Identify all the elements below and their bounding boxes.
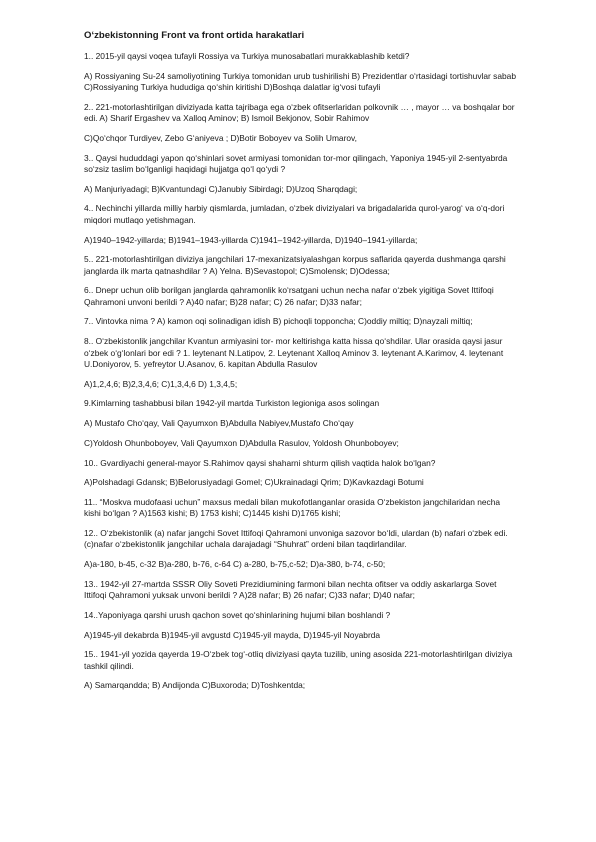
answers-9-ab: A) Mustafo Cho‘qay, Vali Qayumxon B)Abdulla Nabiyev,Mustafo Cho‘qay bbox=[84, 418, 354, 429]
question-8: 8.. O‘zbekistonlik jangchilar Kvantun armiyasini tor- mor keltirishga katta hissa qo‘shdilar. Ular orasida qaysi jasur o‘zbek o‘g‘lonlari bor edi ? 1. leytenant N.Latipov, 2. Leytenant Xalloq Aminov 3. leytenant A.Karimov, 4. leytenant U.Doniyorov, 5. yefreytor U.Asanov, 6. kapitan Abdulla Rasulov bbox=[84, 336, 504, 369]
question-5: 5.. 221-motorlashtirilgan diviziya jangchilari 17-mexanizatsiyalashgan korpus saflarida qayerda dushmanga qarshi janglarda ilk marta qatnashdilar ? A) Yelna. B)Sevastopol; C)Smolensk; D)Odessa; bbox=[84, 254, 506, 276]
answers-9-cd: C)Yoldosh Ohunboboyev, Vali Qayumxon D)Abdulla Rasulov, Yoldosh Ohunboboyev; bbox=[84, 437, 399, 448]
question-4: 4.. Nechinchi yillarda milliy harbiy qismlarda, jumladan, o‘zbek diviziyalari va brigadalarida qurol-yarog‘ va o‘q-dori miqdori mutlaqo yetishmagan. bbox=[84, 203, 505, 225]
question-15: 15.. 1941-yil yozida qayerda 19-O‘zbek tog‘-otliq diviziyasi qayta tuzilib, uning asosida 221-motorlashtirilgan diviziya tashkil qilindi. bbox=[84, 649, 513, 671]
answers-10: A)Polshadagi Gdansk; B)Belorusiyadagi Gomel; C)Ukrainadagi Qrim; D)Kavkazdagi Botumi bbox=[84, 477, 424, 488]
answers-12: A)a-180, b-45, c-32 B)a-280, b-76, c-64 C) a-280, b-75,c-52; D)a-380, b-74, c-50; bbox=[84, 559, 386, 570]
answers-2: C)Qo‘chqor Turdiyev, Zebo G‘aniyeva ; D)Botir Boboyev va Solih Umarov, bbox=[84, 132, 357, 143]
answers-8: A)1,2,4,6; B)2,3,4,6; C)1,3,4,6 D) 1,3,4,5; bbox=[84, 378, 238, 389]
question-7: 7.. Vintovka nima ? A) kamon oqi solinadigan idish B) pichoqli topponcha; C)oddiy miltiq; D)nayzali miltiq; bbox=[84, 316, 473, 327]
question-13: 13.. 1942-yil 27-martda SSSR Oliy Soveti Prezidiumining farmoni bilan nechta ofitser va oddiy askarlarga Sovet Ittifoqi Qahramoni yuksak unvoni berildi ? A)28 nafar; B) 26 nafar; C)33 nafar; D)40 nafar; bbox=[84, 578, 497, 601]
question-14: 14..Yaponiyaga qarshi urush qachon sovet qo‘shinlarining hujumi bilan boshlandi ? bbox=[84, 609, 391, 620]
answers-3: A) Manjuriyadagi; B)Kvantundagi C)Janubiy Sibirdagi; D)Uzoq Sharqdagi; bbox=[84, 183, 358, 194]
page-title: O‘zbekistonning Front va front ortida harakatlari bbox=[84, 30, 305, 41]
question-3: 3.. Qaysi hududdagi yapon qo‘shinlari sovet armiyasi tomonidan tor-mor qilingach, Yaponiya 1945-yil 2-sentyabrda so‘zsiz taslim bo‘lganligi haqidagi hujjatga qo‘l qo‘ydi ? bbox=[84, 152, 508, 175]
question-9: 9.Kimlarning tashabbusi bilan 1942-yil martda Turkiston legioniga asos solingan bbox=[84, 398, 380, 409]
question-2: 2.. 221-motorlashtirilgan diviziyada katta tajribaga ega o‘zbek ofitserlaridan polkovnik … , mayor … va boshqalar bor edi. A) Sharif Ergashev va Xalloq Aminov; B) Ismoil Bekjonov, Sobir Rahimov bbox=[84, 101, 515, 124]
question-10: 10.. Gvardiyachi general-mayor S.Rahimov qaysi shaharni shturm qilish vaqtida halok bo‘lgan? bbox=[84, 457, 436, 468]
question-11: 11.. “Moskva mudofaasi uchun” maxsus medali bilan mukofotlanganlar orasida O‘zbekiston jangchilaridan necha kishi bo‘lgan ? A)1563 kishi; B) 1753 kishi; C)1445 kishi D)1765 kishi; bbox=[84, 496, 501, 519]
answers-1: A) Rossiyaning Su-24 samoliyotining Turkiya tomonidan urub tushirilishi B) Prezidentlar o‘rtasidagi tortishuvlar sabab C)Rossiyaning Turkiya hududiga qo‘shin kiritishi D)Boshqa dalatlar ig‘vosi tufayli bbox=[84, 70, 516, 93]
answers-4: A)1940–1942-yillarda; B)1941–1943-yillarda C)1941–1942-yillarda, D)1940–1941-yillarda; bbox=[84, 234, 418, 245]
answers-15: A) Samarqandda; B) Andijonda C)Buxoroda; D)Toshkentda; bbox=[84, 680, 306, 691]
question-1: 1.. 2015-yil qaysi voqea tufayli Rossiya va Turkiya munosabatlari murakkablashib ketdi? bbox=[84, 51, 410, 61]
question-6: 6.. Dnepr uchun olib borilgan janglarda qahramonlik ko‘rsatgani uchun necha nafar o‘zbek yigitiga Sovet Ittifoqi Qahramoni unvoni berildi ? A)40 nafar; B)28 nafar; C) 26 nafar; D)33 nafar; bbox=[84, 285, 494, 307]
question-12: 12.. O‘zbekistonlik (a) nafar jangchi Sovet Ittifoqi Qahramoni unvoniga sazovor bo‘ldi, ulardan (b) nafari o‘zbek edi. (c)nafar o‘zbekistonlik jangchilar uchala darajadagi “Shuhrat” ordeni bilan taqdirlandilar. bbox=[84, 528, 508, 550]
answers-14: A)1945-yil dekabrda B)1945-yil avgustd C)1945-yil mayda, D)1945-yil Noyabrda bbox=[84, 629, 381, 640]
